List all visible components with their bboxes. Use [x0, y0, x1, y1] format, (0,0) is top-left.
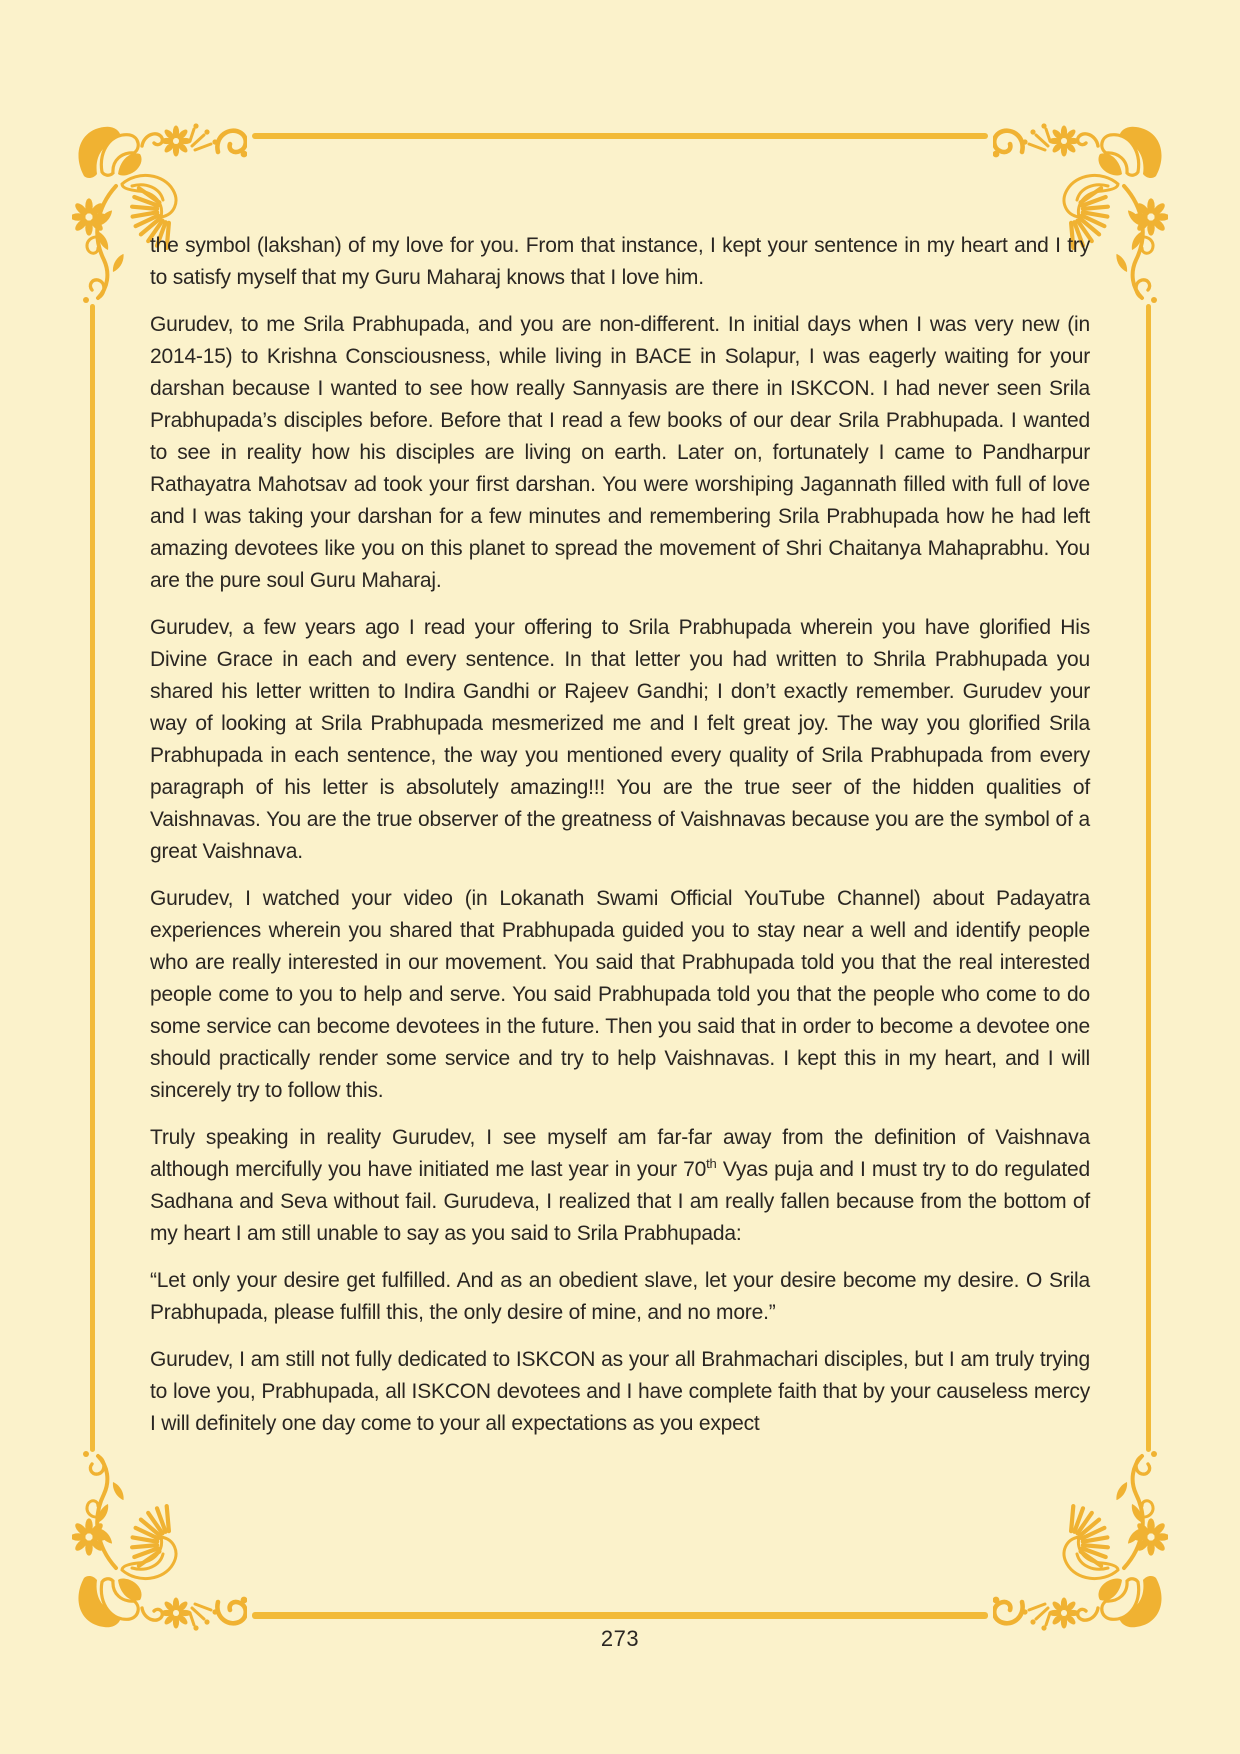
page-number: 273 [600, 1626, 640, 1651]
superscript-run: th [706, 1156, 717, 1171]
text-run: Truly speaking in reality Gurudev, I see myself am far-far away from the definition of Vaishnava although mercifully you have initiated me last year in your 70 [150, 1126, 1090, 1181]
frame-border-top [252, 133, 988, 139]
text-run: Gurudev, I am still not fully dedicated to ISKCON as your all Brahmachari disciples, but I am truly trying to love you, Prabhupada, all ISKCON devotees and I have complete faith that by your causeless mercy I will definitely one day come to your all expectations as you expect [150, 1348, 1090, 1435]
text-run: the symbol (lakshan) of my love for you. From that instance, I kept your sentence in my heart and I try to satisfy myself that my Guru Maharaj knows that I love him. [150, 234, 1090, 289]
text-run: Vyas puja and I must try to do regulated Sadhana and Seva without fail. Gurudeva, I realized that I am really fallen because from the bottom of my heart I am still unable to say as you said to Srila Prabhupada: [150, 1158, 1090, 1245]
frame-border-left [90, 304, 95, 1452]
paragraph [150, 1344, 1090, 1440]
text-run: “Let only your desire get fulfilled. And as an obedient slave, let your desire become my desire. O Srila Prabhupada, please fulfill this, the only desire of mine, and no more.” [150, 1269, 1090, 1324]
paragraph [150, 1122, 1090, 1250]
paragraph [150, 309, 1090, 597]
paragraph [150, 883, 1090, 1107]
frame-border-bottom [252, 1612, 988, 1619]
text-run: Gurudev, I watched your video (in Lokanath Swami Official YouTube Channel) about Padayatra experiences wherein you shared that Prabhupada guided you to stay near a well and identify people who are really interested in our movement. You said that Prabhupada told you that the real interested people come to you to help and serve. You said Prabhupada told you that the people who come to do some service can become devotees in the future. Then you said that in order to become a devotee one should practically render some service and try to help Vaishnavas. I kept this in my heart, and I will sincerely try to follow this. [150, 887, 1090, 1102]
paragraph [150, 1265, 1090, 1329]
paragraph [150, 230, 1090, 294]
page-text [150, 230, 1090, 1455]
text-run: Gurudev, a few years ago I read your offering to Srila Prabhupada wherein you have glorified His Divine Grace in each and every sentence. In that letter you had written to Shrila Prabhupada you shared his letter written to Indira Gandhi or Rajeev Gandhi; I don’t exactly remember. Gurudev your way of looking at Srila Prabhupada mesmerized me and I felt great joy. The way you glorified Srila Prabhupada in each sentence, the way you mentioned every quality of Srila Prabhupada from every paragraph of his letter is absolutely amazing!!! You are the true seer of the hidden qualities of Vaishnavas. You are the true observer of the greatness of Vaishnavas because you are the symbol of a great Vaishnava. [150, 616, 1090, 863]
floral-corner-ornament-bottom-right [993, 1450, 1168, 1632]
text-run: Gurudev, to me Srila Prabhupada, and you are non-different. In initial days when I was very new (in 2014-15) to Krishna Consciousness, while living in BACE in Solapur, I was eagerly waiting for your darshan because I wanted to see how really Sannyasis are there in ISKCON. I had never seen Srila Prabhupada’s disciples before. Before that I read a few books of our dear Srila Prabhupada. I wanted to see in reality how his disciples are living on earth. Later on, fortunately I came to Pandharpur Rathayatra Mahotsav ad took your first darshan. You were worshiping Jagannath filled with full of love and I was taking your darshan for a few minutes and remembering Srila Prabhupada how he had left amazing devotees like you on this planet to spread the movement of Shri Chaitanya Mahaprabhu. You are the pure soul Guru Maharaj. [150, 313, 1090, 592]
frame-border-right [1146, 304, 1151, 1452]
floral-corner-ornament-bottom-left [72, 1450, 247, 1632]
paragraph [150, 612, 1090, 868]
